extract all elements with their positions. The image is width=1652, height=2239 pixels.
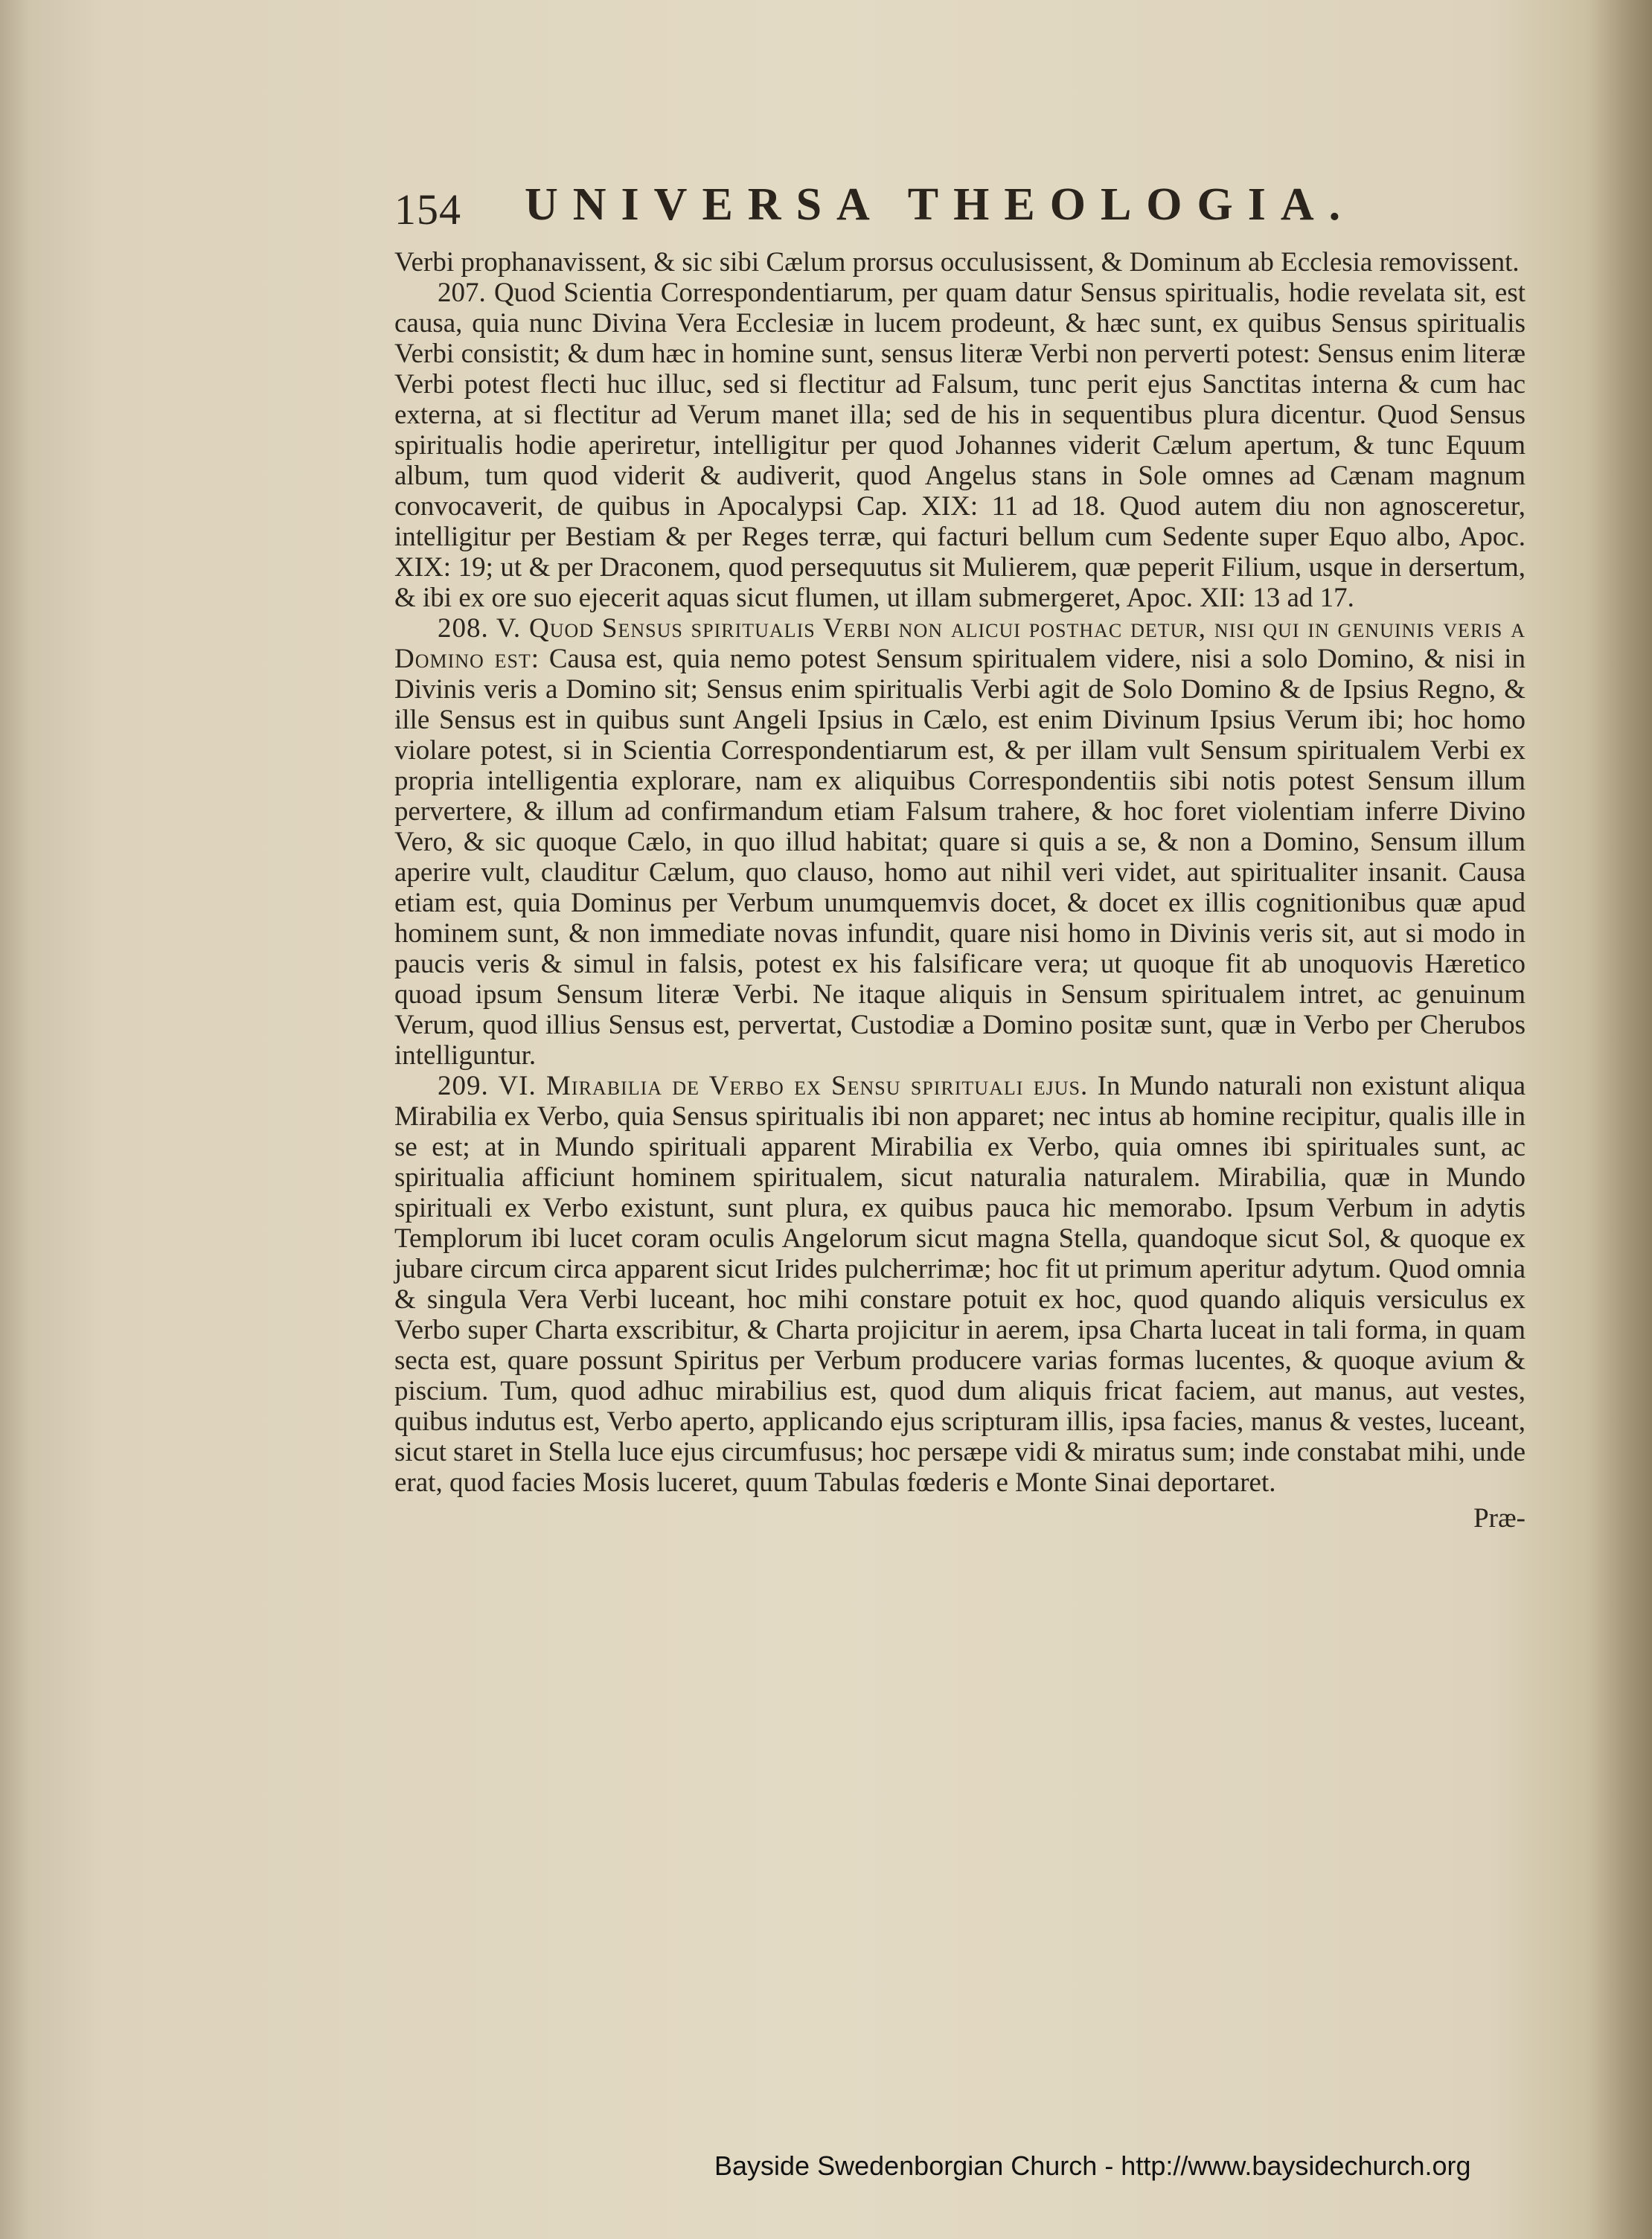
body-text [394, 247, 1525, 1498]
paragraph-continuation: Verbi prophanavissent, & sic sibi Cælum prorsus occulusissent, & Dominum ab Ecclesia removissent. [394, 247, 1520, 278]
paragraph-207: 207. Quod Scientia Correspondentiarum, per quam datur Sensus spiritualis, hodie revelata sit, est causa, quia nunc Divina Vera Ecclesiæ in lucem prodeunt, & hæc sunt, ex quibus Sensus spiritualis Verbi consistit; & dum hæc in homine sunt, sensus literæ Verbi non perverti potest: Sensus enim literæ Verbi potest flecti huc illuc, sed si flectitur ad Falsum, tunc perit ejus Sanctitas interna & cum hac externa, at si flectitur ad Verum manet illa; sed de his in sequentibus plura dicentur. Quod Sensus spiritualis hodie aperiretur, intelligitur per quod Johannes viderit Cælum apertum, & tunc Equum album, tum quod viderit & audiverit, quod Angelus stans in Sole omnes ad Cænam magnum convocaverit, de quibus in Apocalypsi Cap. XIX: 11 ad 18. Quod autem diu non agnosceretur, intelligitur per Bestiam & per Reges terræ, qui facturi bellum cum Sedente super Equo albo, Apoc. XIX: 19; ut & per Draconem, quod persequutus sit Mulierem, quæ peperit Filium, usque in dersertum, & ibi ex ore suo ejecerit aquas sicut flumen, ut illam submergeret, Apoc. XII: 13 ad 17. [394, 278, 1525, 613]
running-title: UNIVERSA THEOLOGIA. [525, 179, 1356, 230]
page-header [394, 179, 1525, 247]
watermark-credit: Bayside Swedenborgian Church - http://www.baysidechurch.org [714, 2150, 1471, 2181]
paragraph-208 [394, 613, 1525, 1071]
page-number: 154 [394, 185, 461, 234]
section-heading-208: 208. V. Quod Sensus spiritualis Verbi non alicui posthac detur, nisi qui in genuinis veris a Domino est: [394, 613, 1525, 674]
book-page [394, 179, 1525, 1534]
section-heading-209: 209. VI. Mirabilia de Verbo ex Sensu spirituali ejus. [438, 1071, 1089, 1101]
page-edge-shadow [1585, 0, 1652, 2239]
paragraph-209 [394, 1071, 1525, 1498]
paragraph-208-text: Causa est, quia nemo potest Sensum spiritualem videre, nisi a solo Domino, & nisi in Divinis veris a Domino sit; Sensus enim spiritualis Verbi agit de Solo Domino & de Ipsius Regno, & ille Sensus est in quibus sunt Angeli Ipsius in Cælo, est enim Divinum Ipsius Verum ibi; hoc homo violare potest, si in Scientia Correspondentiarum est, & per illam vult Sensum spiritualem Verbi ex propria intelligentia explorare, nam ex aliquibus Correspondentiis sibi notis potest Sensum illum pervertere, & illum ad confirmandum etiam Falsum trahere, & hoc foret violentiam inferre Divino Vero, & sic quoque Cælo, in quo illud habitat; quare si quis a se, & non a Domino, Sensum illum aperire vult, clauditur Cælum, quo clauso, homo aut nihil veri videt, aut spiritualiter insanit. Causa etiam est, quia Dominus per Verbum unumquemvis docet, & docet ex illis cognitionibus quæ apud hominem sunt, & non immediate novas infundit, quare nisi homo in Divinis veris sit, aut si modo in paucis veris & simul in falsis, potest ex his falsificare vera; ut quoque fit ab unoquovis Hæretico quoad ipsum Sensum literæ Verbi. Ne itaque aliquis in Sensum spiritualem intret, ac genuinum Verum, quod illius Sensus est, pervertat, Custodiæ a Domino positæ sunt, quæ in Verbo per Cherubos intelliguntur. [394, 644, 1525, 1071]
catchword: Præ- [1473, 1503, 1525, 1534]
paragraph-209-text: In Mundo naturali non existunt aliqua Mirabilia ex Verbo, quia Sensus spiritualis ibi non apparet; nec intus ab homine recipitur, qualis ille in se est; at in Mundo spirituali apparent Mirabilia ex Verbo, quia omnes ibi spirituales sunt, ac spiritualia afficiunt hominem spiritualem, sicut naturalia naturalem. Mirabilia, quæ in Mundo spirituali ex Verbo existunt, sunt plura, ex quibus pauca hic memorabo. Ipsum Verbum in adytis Templorum ibi lucet coram oculis Angelorum sicut magna Stella, quandoque sicut Sol, & quoque ex jubare circum circa apparent sicut Irides pulcherrimæ; hoc fit ut primum aperitur adytum. Quod omnia & singula Vera Verbi luceant, hoc mihi constare potuit ex hoc, quod quando aliquis versiculus ex Verbo super Charta exscribitur, & Charta projicitur in aerem, ipsa Charta luceat in tali forma, in quam secta est, quare possunt Spiritus per Verbum producere varias formas lucentes, & quoque avium & piscium. Tum, quod adhuc mirabilius est, quod dum aliquis fricat faciem, aut manus, aut vestes, quibus indutus est, Verbo aperto, applicando ejus scripturam illis, ipsa facies, manus & vestes, luceant, sicut staret in Stella luce ejus circumfusus; hoc persæpe vidi & miratus sum; inde constabat mihi, unde erat, quod facies Mosis luceret, quum Tabulas fœderis e Monte Sinai deportaret. [394, 1071, 1526, 1498]
